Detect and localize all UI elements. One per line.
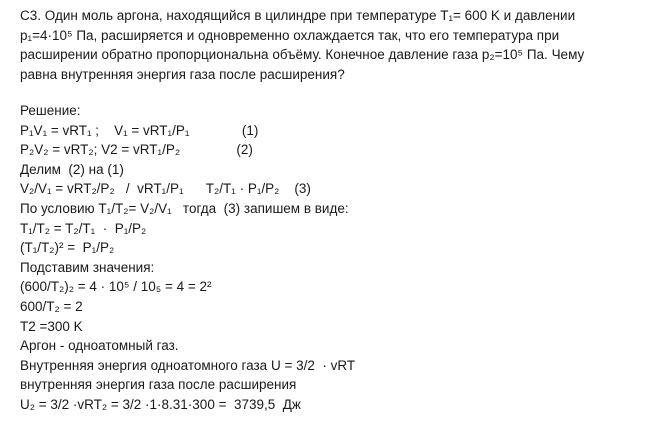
- solution-line-3: Делим (2) на (1): [20, 161, 124, 177]
- solution-line-4: V₂/V₁ = vRT₂/P₂ / vRT₁/P₁ T₂/T₁ · P₁/P₂ (3): [20, 181, 311, 197]
- solution-line-12: Аргон - одноатомный газ.: [20, 338, 179, 354]
- problem-statement: [20, 6, 630, 84]
- solution-line-1: P₁V₁ = vRT₁ ; V₁ = vRT₁/P₁ (1): [20, 122, 259, 138]
- solution-line-7: (T₁/T₂)² = P₁/P₂: [20, 240, 115, 256]
- solution-line-11: T2 =300 K: [20, 318, 83, 334]
- solution-line-10: 600/T₂ = 2: [20, 298, 83, 314]
- solution-line-2: P₂V₂ = vRT₂; V2 = vRT₁/P₂ (2): [20, 142, 253, 158]
- solution-heading: Решение:: [20, 103, 81, 118]
- solution-block: [20, 101, 640, 415]
- problem-line-3: расширении обратно пропорциональна объёму. Конечное давление газа p₂=10⁵ Па. Чему: [20, 47, 585, 62]
- solution-line-14: внутренняя энергия газа после расширения: [20, 377, 297, 393]
- solution-line-13: Внутренняя энергия одноатомного газа U = 3/2 · vRT: [20, 357, 356, 373]
- solution-line-5: По условию T₁/T₂= V₂/V₁ тогда (3) запишем в виде:: [20, 200, 349, 216]
- solution-line-8: Подставим значения:: [20, 259, 155, 275]
- solution-line-9: (600/T₂)₂ = 4 · 10⁵ / 10₅ = 4 = 2²: [20, 279, 212, 295]
- problem-line-4: равна внутренняя энергия газа после расширения?: [20, 66, 345, 82]
- solution-line-15: U₂ = 3/2 ·vRT₂ = 3/2 ·1·8.31·300 = 3739,5 Дж: [20, 396, 301, 412]
- solution-line-6: T₁/T₂ = T₂/T₁ · P₁/P₂: [20, 220, 147, 236]
- problem-line-1: C3. Один моль аргона, находящийся в цилиндре при температуре T₁= 600 K и давлении: [20, 8, 576, 23]
- problem-line-2: p₁=4·10⁵ Па, расширяется и одновременно охлаждается так, что его температура при: [20, 27, 560, 43]
